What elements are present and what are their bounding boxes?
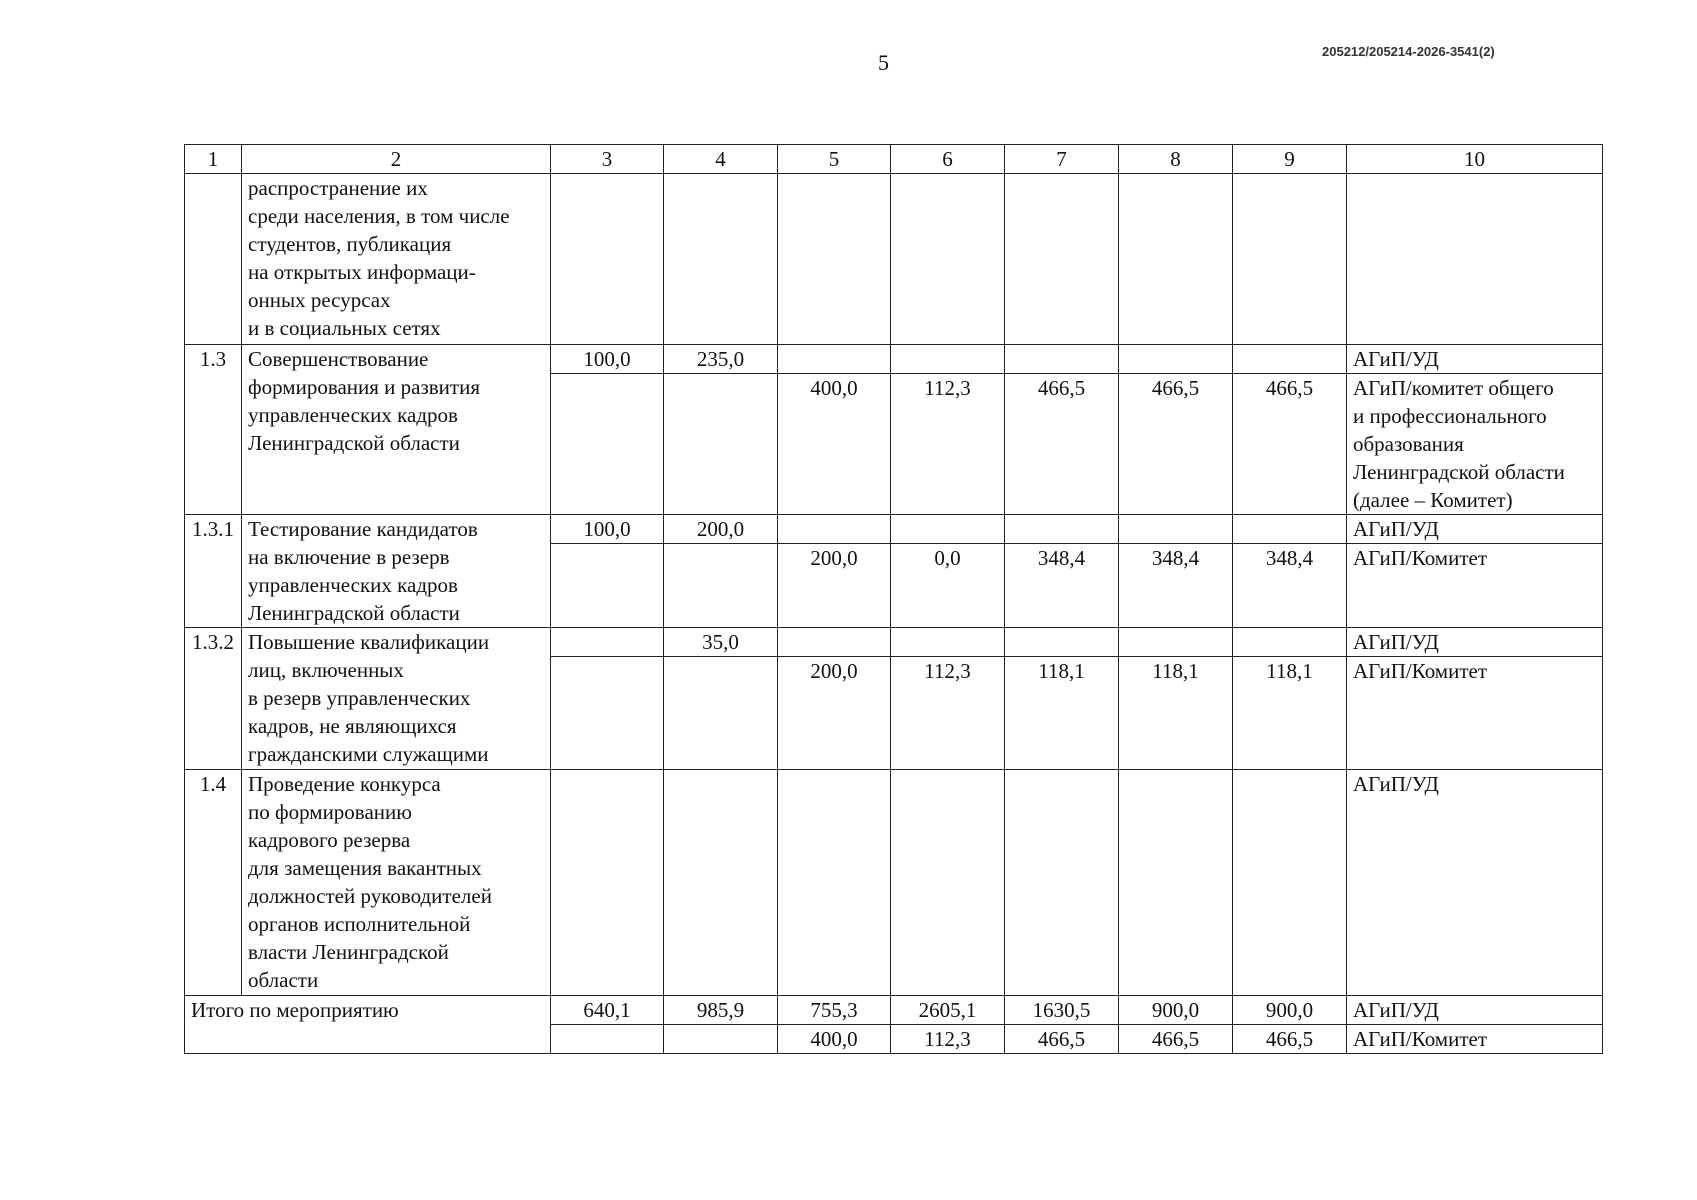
- table-cell: [1005, 345, 1119, 374]
- table-row: [185, 628, 1603, 657]
- table-cell: [778, 345, 891, 374]
- table-cell: 348,4: [1005, 544, 1119, 628]
- table-cell: 466,5: [1005, 374, 1119, 515]
- table-cell: [1233, 174, 1347, 345]
- total-row: [185, 996, 1603, 1025]
- table-cell: [664, 770, 778, 996]
- executor-cell: АГиП/УД: [1347, 628, 1603, 657]
- row-description: Повышение квалификации лиц, включенных в резерв управленческих кадров, не являющихся гражданскими служащими: [242, 628, 551, 770]
- column-header: 1: [185, 145, 242, 174]
- executor-cell: АГиП/Комитет: [1347, 544, 1603, 628]
- row-description: Тестирование кандидатов на включение в резерв управленческих кадров Ленинградской области: [242, 515, 551, 628]
- table-cell: [1005, 515, 1119, 544]
- executor-cell: АГиП/Комитет: [1347, 657, 1603, 770]
- column-header: 5: [778, 145, 891, 174]
- row-description: Проведение конкурса по формированию кадрового резерва для замещения вакантных должностей руководителей органов исполнительной власти Ленинградской области: [242, 770, 551, 996]
- column-header-row: [185, 145, 1603, 174]
- table-cell: 0,0: [891, 544, 1005, 628]
- table-cell: [664, 544, 778, 628]
- page-number: 5: [878, 50, 889, 75]
- table-row: [185, 174, 1603, 345]
- table-cell: [551, 770, 664, 996]
- table-cell: 112,3: [891, 657, 1005, 770]
- table-cell: 118,1: [1233, 657, 1347, 770]
- table-cell: 755,3: [778, 996, 891, 1025]
- table-cell: [551, 174, 664, 345]
- table-cell: 118,1: [1005, 657, 1119, 770]
- table-cell: [551, 1025, 664, 1054]
- table-cell: [1119, 628, 1233, 657]
- table-row: [185, 770, 1603, 996]
- table-cell: [1119, 515, 1233, 544]
- table-cell: [551, 657, 664, 770]
- table-cell: [778, 174, 891, 345]
- table-cell: 200,0: [778, 544, 891, 628]
- table-cell: [1233, 515, 1347, 544]
- table-cell: [891, 770, 1005, 996]
- table-cell: [891, 174, 1005, 345]
- column-header: 9: [1233, 145, 1347, 174]
- table-cell: 118,1: [1119, 657, 1233, 770]
- row-index: 1.3: [185, 345, 242, 515]
- table-cell: [1005, 174, 1119, 345]
- table-cell: 466,5: [1233, 1025, 1347, 1054]
- executor-cell: АГиП/УД: [1347, 996, 1603, 1025]
- program-activities-table: [184, 144, 1603, 1054]
- table-cell: 466,5: [1233, 374, 1347, 515]
- table-cell: [1119, 174, 1233, 345]
- table-cell: 466,5: [1005, 1025, 1119, 1054]
- table-cell: 200,0: [778, 657, 891, 770]
- table-cell: 900,0: [1119, 996, 1233, 1025]
- column-header: 4: [664, 145, 778, 174]
- table-row: [185, 345, 1603, 374]
- column-header: 6: [891, 145, 1005, 174]
- executor-cell: АГиП/УД: [1347, 515, 1603, 544]
- column-header: 3: [551, 145, 664, 174]
- table-cell: [664, 657, 778, 770]
- table-cell: 200,0: [664, 515, 778, 544]
- table-cell: 100,0: [551, 515, 664, 544]
- table-cell: 112,3: [891, 374, 1005, 515]
- table-cell: [551, 628, 664, 657]
- table-cell: [1119, 345, 1233, 374]
- table-cell: 112,3: [891, 1025, 1005, 1054]
- table-cell: 400,0: [778, 374, 891, 515]
- row-index: 1.4: [185, 770, 242, 996]
- executor-cell: АГиП/УД: [1347, 345, 1603, 374]
- table-cell: [778, 770, 891, 996]
- table-cell: [664, 174, 778, 345]
- executor-cell: АГиП/УД: [1347, 770, 1603, 996]
- table-cell: 35,0: [664, 628, 778, 657]
- column-header: 10: [1347, 145, 1603, 174]
- table-cell: 348,4: [1119, 544, 1233, 628]
- column-header: 8: [1119, 145, 1233, 174]
- table-cell: 466,5: [1119, 1025, 1233, 1054]
- table-cell: [1005, 628, 1119, 657]
- table-cell: 400,0: [778, 1025, 891, 1054]
- executor-cell: [1347, 174, 1603, 345]
- table-cell: [664, 1025, 778, 1054]
- total-label: Итого по мероприятию: [185, 996, 551, 1054]
- column-header: 7: [1005, 145, 1119, 174]
- table-cell: 348,4: [1233, 544, 1347, 628]
- column-header: 2: [242, 145, 551, 174]
- row-description: распространение их среди населения, в том числе студентов, публикация на открытых информаци- онных ресурсах и в социальных сетях: [242, 174, 551, 345]
- row-index: [185, 174, 242, 345]
- table-cell: [891, 515, 1005, 544]
- table-cell: [1119, 770, 1233, 996]
- executor-cell: АГиП/комитет общего и профессионального образования Ленинградской области (далее – Комитет): [1347, 374, 1603, 515]
- table-cell: [551, 374, 664, 515]
- table-cell: [778, 628, 891, 657]
- row-description: Совершенствование формирования и развития управленческих кадров Ленинградской области: [242, 345, 551, 515]
- table-cell: 100,0: [551, 345, 664, 374]
- table-cell: [891, 628, 1005, 657]
- table-cell: 235,0: [664, 345, 778, 374]
- table-cell: [551, 544, 664, 628]
- executor-cell: АГиП/Комитет: [1347, 1025, 1603, 1054]
- row-index: 1.3.2: [185, 628, 242, 770]
- table-cell: [1233, 628, 1347, 657]
- table-cell: [664, 374, 778, 515]
- table-row: [185, 515, 1603, 544]
- table-cell: [1005, 770, 1119, 996]
- table-cell: [1233, 770, 1347, 996]
- table-cell: 985,9: [664, 996, 778, 1025]
- table-cell: [778, 515, 891, 544]
- table-cell: 1630,5: [1005, 996, 1119, 1025]
- table-cell: [891, 345, 1005, 374]
- table-cell: 466,5: [1119, 374, 1233, 515]
- table-cell: 640,1: [551, 996, 664, 1025]
- table-cell: 900,0: [1233, 996, 1347, 1025]
- row-index: 1.3.1: [185, 515, 242, 628]
- table-cell: [1233, 345, 1347, 374]
- table-cell: 2605,1: [891, 996, 1005, 1025]
- document-id: 205212/205214-2026-3541(2): [1322, 44, 1495, 59]
